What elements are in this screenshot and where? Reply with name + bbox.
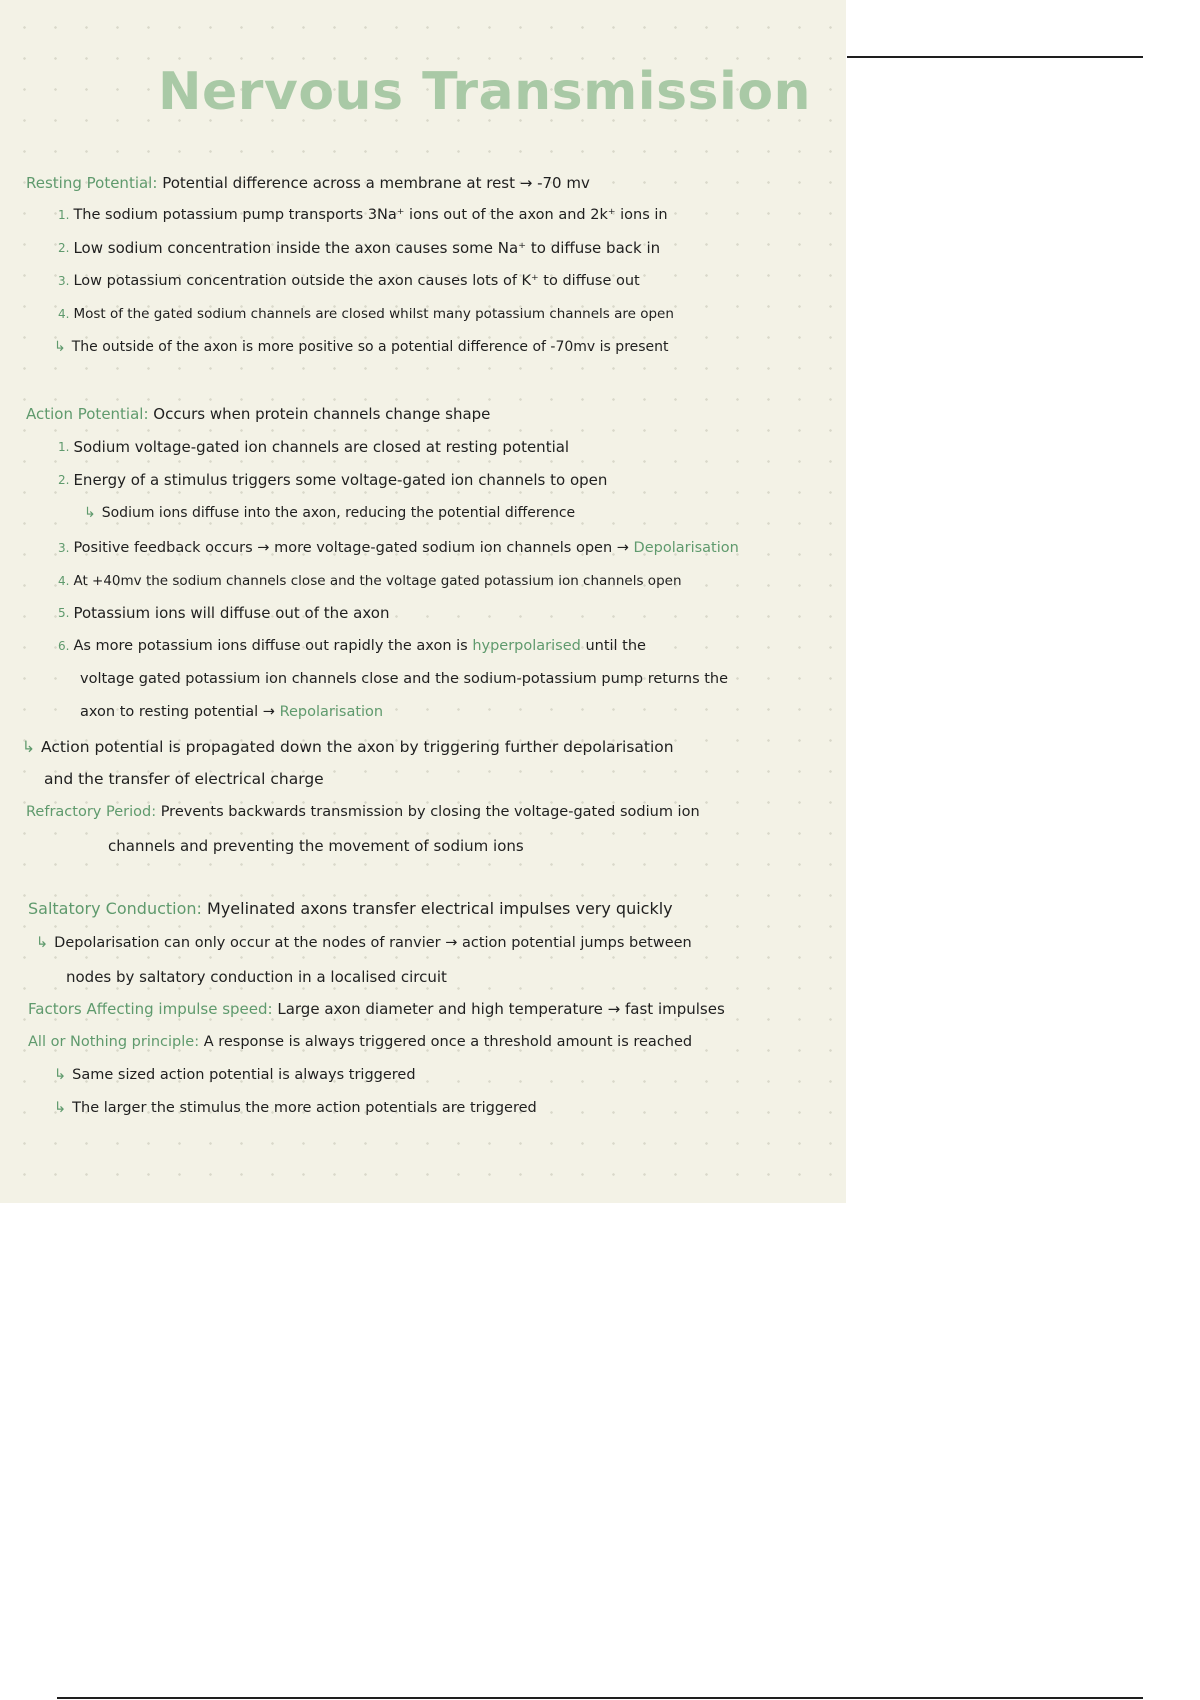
list-item-text: The sodium potassium pump transports 3Na⁺ ions out of the axon and 2k⁺ ions in [73,207,668,223]
list-number: 2. [58,473,70,487]
list-number: 3. [58,541,70,555]
factors-definition: Large axon diameter and high temperature → fast impulses [277,1000,725,1018]
sub-point-text: Sodium ions diffuse into the axon, reducing the potential difference [101,505,576,521]
list-number: 1. [58,440,70,454]
sub-point [22,736,674,758]
factors-line [28,998,725,1020]
hyperpolarised-term: hyperpolarised [472,638,581,654]
list-item-text: Positive feedback occurs → more voltage-gated sodium ion channels open → [73,540,629,556]
list-item [58,303,674,325]
list-item [58,602,389,624]
sub-point-text: Depolarisation can only occur at the nodes of ranvier → action potential jumps between [54,935,692,951]
sub-arrow-icon: ↳ [36,935,49,951]
sub-point [84,502,575,524]
action-potential-line [26,403,490,425]
list-item [58,635,646,657]
list-item-text: Low sodium concentration inside the axon causes some Na⁺ to diffuse back in [73,239,661,257]
list-number: 4. [58,574,70,588]
sub-point [54,336,669,358]
list-number: 5. [58,606,70,620]
sub-point-continuation: and the transfer of electrical charge [44,770,324,788]
resting-potential-line [26,172,590,194]
all-or-nothing-line [28,1031,692,1053]
list-item-text: As more potassium ions diffuse out rapidly the axon is [73,638,468,654]
list-number: 3. [58,274,70,288]
sub-point-text: Same sized action potential is always triggered [72,1067,416,1083]
sub-arrow-icon: ↳ [22,738,35,756]
list-item [58,270,640,292]
list-item-text: Sodium voltage-gated ion channels are closed at resting potential [73,438,570,456]
refractory-period-definition: Prevents backwards transmission by closing the voltage-gated sodium ion [160,804,700,820]
sub-arrow-icon: ↳ [54,1067,67,1083]
list-item-text: axon to resting potential → [80,704,275,720]
factors-heading: Factors Affecting impulse speed: [28,1000,273,1018]
list-item [58,469,607,491]
action-potential-definition: Occurs when protein channels change shape [153,405,491,423]
list-item [58,537,739,559]
sub-point [54,1097,537,1119]
sub-point-text: Action potential is propagated down the axon by triggering further depolarisation [41,738,674,756]
sub-point-continuation: nodes by saltatory conduction in a localised circuit [66,968,447,986]
list-item-text: Low potassium concentration outside the axon causes lots of K⁺ to diffuse out [73,273,640,289]
sub-point-text: The outside of the axon is more positive so a potential difference of -70mv is present [71,339,669,355]
definition-continuation: channels and preventing the movement of sodium ions [108,837,524,855]
list-item-continuation [80,701,383,723]
list-item-text: Most of the gated sodium channels are closed whilst many potassium channels are open [73,306,674,322]
list-item [58,204,668,226]
list-item-text: Potassium ions will diffuse out of the axon [73,604,390,622]
list-item-text: until the [585,638,646,654]
page-title: Nervous Transmission [158,62,812,122]
saltatory-conduction-heading: Saltatory Conduction: [28,899,202,918]
list-number: 2. [58,241,70,255]
resting-potential-definition: Potential difference across a membrane at rest → -70 mv [162,174,590,192]
sub-point-text: The larger the stimulus the more action potentials are triggered [72,1100,537,1116]
sub-arrow-icon: ↳ [54,339,66,355]
repolarisation-term: Repolarisation [279,704,384,720]
refractory-period-heading: Refractory Period: [26,804,157,820]
list-item-text: Energy of a stimulus triggers some voltage-gated ion channels to open [73,471,608,489]
list-item-continuation: voltage gated potassium ion channels close and the sodium-potassium pump returns the [80,671,729,687]
action-potential-heading: Action Potential: [26,405,149,423]
saltatory-conduction-definition: Myelinated axons transfer electrical impulses very quickly [207,899,673,918]
resting-potential-heading: Resting Potential: [26,174,158,192]
list-item [58,570,682,592]
sub-arrow-icon: ↳ [84,505,96,521]
saltatory-conduction-line [28,898,673,920]
list-number: 1. [58,208,70,222]
sub-point [54,1064,416,1086]
all-or-nothing-definition: A response is always triggered once a threshold amount is reached [203,1034,693,1050]
refractory-period-line [26,801,700,823]
sub-point [36,932,692,954]
list-item-text: At +40mv the sodium channels close and the voltage gated potassium ion channels open [73,573,682,589]
depolarisation-term: Depolarisation [633,540,739,556]
header-rule [847,56,1143,58]
list-item [58,237,660,259]
footer-rule [57,1697,1143,1699]
list-item [58,436,569,458]
list-number: 6. [58,639,70,653]
list-number: 4. [58,307,70,321]
sub-arrow-icon: ↳ [54,1100,67,1116]
all-or-nothing-heading: All or Nothing principle: [28,1034,200,1050]
